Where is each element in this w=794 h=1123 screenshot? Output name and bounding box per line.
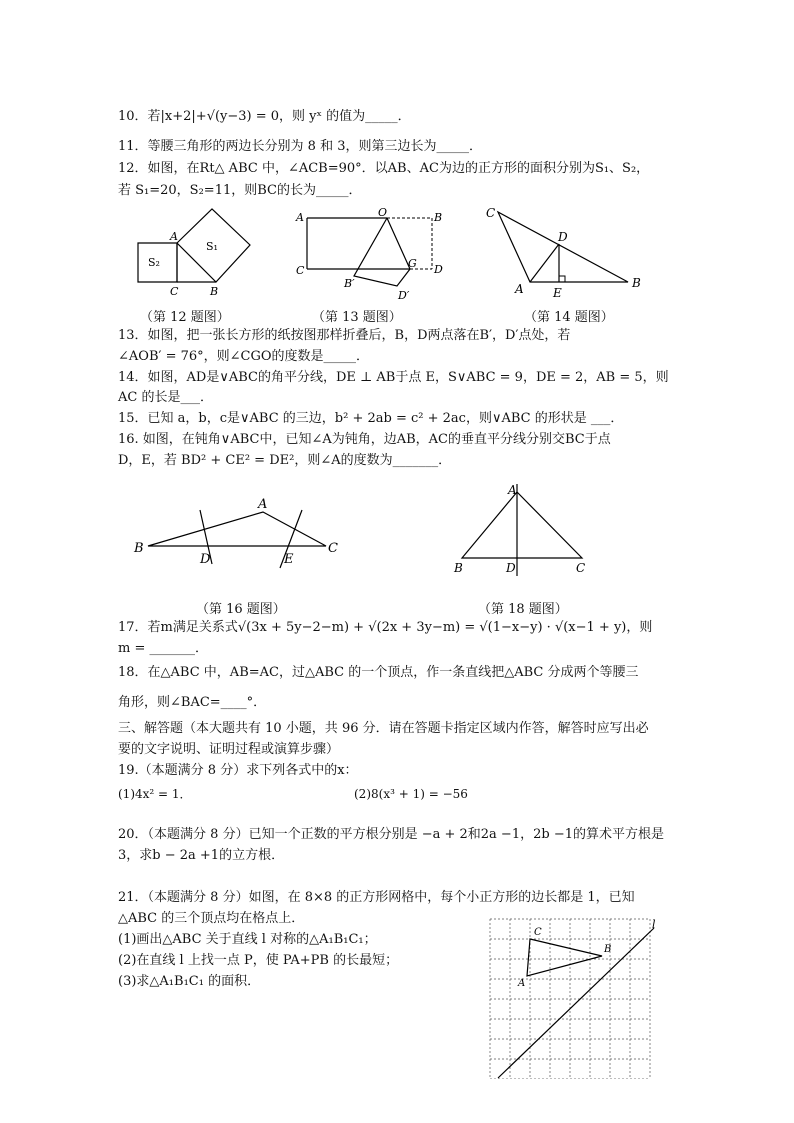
label-C: C — [296, 264, 305, 277]
label-S1: S₁ — [206, 240, 218, 253]
label-A: A — [258, 497, 268, 512]
question-13-line2: ∠AOB′ = 76°，则∠CGO的度数是_____． — [118, 349, 370, 364]
label-l: l — [652, 918, 656, 931]
figure-18 — [448, 480, 598, 580]
question-21-part1: (1)画出△ABC 关于直线 l 对称的△A₁B₁C₁； — [118, 932, 377, 947]
label-B: B — [210, 285, 219, 298]
label-A: A — [296, 211, 304, 224]
label-A: A — [170, 230, 178, 243]
question-12-line2: 若 S₁=20，S₂=11，则BC的长为_____． — [118, 183, 362, 198]
figure-13 — [292, 205, 452, 305]
dashed-grid — [490, 919, 650, 1079]
question-20-line1: 20．（本题满分 8 分）已知一个正数的平方根分别是 −a + 2和2a −1，2b −1的算术平方根是 — [118, 827, 664, 842]
question-14-line2: AC 的长是___． — [118, 390, 213, 405]
label-C: C — [534, 927, 542, 938]
figure-12 — [128, 205, 258, 300]
label-D: D — [558, 230, 568, 244]
label-G: G — [408, 257, 417, 270]
label-Bp: B′ — [344, 277, 355, 290]
question-12-line1: 12．如图，在Rt△ ABC 中，∠ACB=90°．以AB、AC为边的正方形的面积分别为S₁、S₂， — [118, 161, 650, 176]
label-A: A — [515, 282, 524, 296]
question-20-line2: 3，求b − 2a +1的立方根． — [118, 848, 285, 863]
question-21-line2: △ABC 的三个顶点均在格点上． — [118, 911, 305, 926]
caption-fig13: （第 13 题图） — [312, 310, 402, 325]
label-B: B — [134, 541, 144, 556]
question-18-line1: 18．在△ABC 中，AB=AC，过△ABC 的一个顶点，作一条直线把△ABC 分成两个等腰三 — [118, 665, 639, 680]
question-10: 10．若|x+2|+√(y−3) = 0，则 yˣ 的值为_____． — [118, 109, 411, 124]
label-C: C — [576, 561, 586, 575]
caption-fig16: （第 16 题图） — [196, 602, 286, 617]
label-D: D — [434, 263, 443, 276]
question-15: 15．已知 a，b，c是∨ABC 的三边，b² + 2ab = c² + 2ac，则∨ABC 的形状是 ___． — [118, 411, 624, 426]
label-Dp: D′ — [398, 289, 410, 302]
figure-16 — [130, 490, 350, 575]
label-S2: S₂ — [148, 256, 160, 269]
label-B: B — [604, 944, 612, 955]
question-17-line1: 17．若m满足关系式√(3x + 5y−2−m) + √(2x + 3y−m) = √(1−x−y) · √(x−1 + y)，则 — [118, 620, 653, 635]
question-17-line2: m = _______． — [118, 641, 208, 656]
question-19-part1: (1)4x² = 1． — [118, 787, 192, 801]
question-14-line1: 14．如图，AD是∨ABC的角平分线，DE ⊥ AB于点 E，S∨ABC = 9，DE = 2，AB = 5，则 — [118, 370, 669, 385]
question-18-line2: 角形，则∠BAC=____°． — [118, 695, 267, 710]
label-E: E — [553, 286, 562, 300]
label-B: B — [454, 561, 463, 575]
caption-fig18: （第 18 题图） — [478, 602, 568, 617]
caption-fig12: （第 12 题图） — [140, 310, 230, 325]
caption-fig14: （第 14 题图） — [524, 310, 614, 325]
question-16-line2: D，E，若 BD² + CE² = DE²，则∠A的度数为_______． — [118, 453, 452, 468]
question-21-line1: 21．（本题满分 8 分）如图，在 8×8 的正方形网格中，每个小正方形的边长都是 1，已知 — [118, 890, 635, 905]
question-16-line1: 16. 如图，在钝角∨ABC中，已知∠A为钝角，边AB，AC的垂直平分线分别交BC于点 — [118, 432, 611, 447]
label-D: D — [506, 561, 516, 575]
label-C: C — [170, 285, 179, 298]
label-A: A — [508, 483, 517, 497]
label-B: B — [434, 211, 443, 224]
question-21-part3: (3)求△A₁B₁C₁ 的面积． — [118, 974, 261, 989]
label-C: C — [328, 541, 338, 556]
question-11: 11．等腰三角形的两边长分别为 8 和 3，则第三边长为_____． — [118, 139, 482, 154]
figure-14 — [480, 200, 650, 300]
figure-21 — [484, 914, 664, 1079]
label-A: A — [518, 978, 526, 989]
label-B: B — [632, 276, 641, 290]
question-19: 19.（本题满分 8 分）求下列各式中的x： — [118, 763, 358, 778]
question-19-part2: (2)8(x³ + 1) = −56 — [354, 787, 468, 801]
label-C: C — [486, 206, 496, 220]
section-3-heading-line2: 要的文字说明、证明过程或演算步骤） — [118, 742, 340, 757]
question-21-part2: (2)在直线 l 上找一点 P，使 PA+PB 的长最短； — [118, 953, 399, 968]
question-13-line1: 13．如图，把一张长方形的纸按图那样折叠后，B，D两点落在B′，D′点处，若 — [118, 328, 571, 343]
label-E: E — [284, 552, 294, 567]
label-O: O — [378, 206, 388, 219]
section-3-heading-line1: 三、解答题（本大题共有 10 小题，共 96 分．请在答题卡指定区域内作答，解答时应写出必 — [118, 721, 649, 736]
label-D: D — [200, 552, 211, 567]
